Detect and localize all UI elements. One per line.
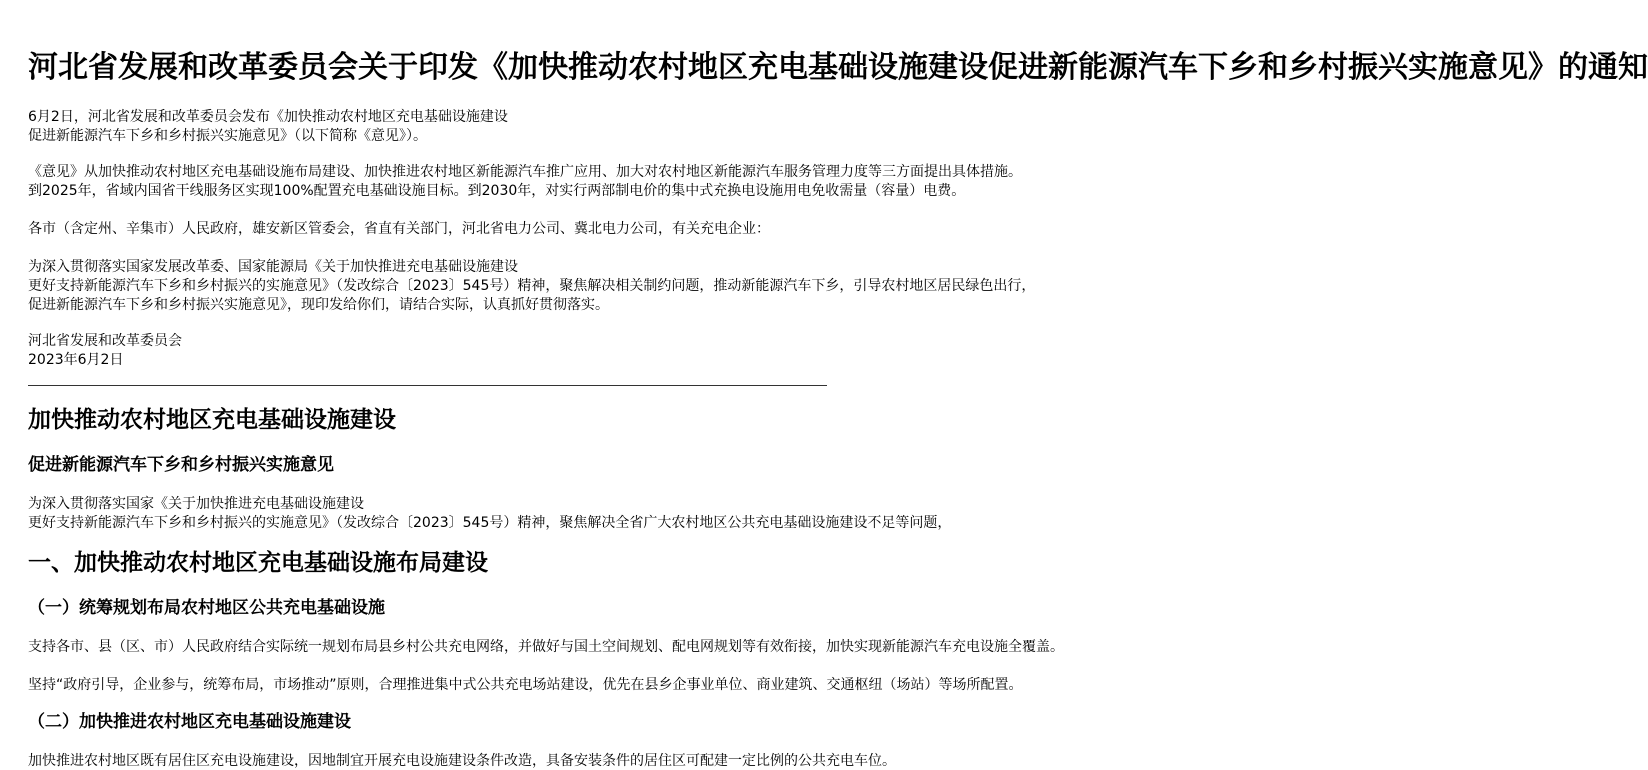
notice-line-3: 促进新能源汽车下乡和乡村振兴实施意见》，现印发给你们，请结合实际，认真抓好贯彻落实。 [28,297,609,313]
intro-line-2: 促进新能源汽车下乡和乡村振兴实施意见》（以下简称《意见》）。 [28,128,427,144]
doc-subtitle: 促进新能源汽车下乡和乡村振兴实施意见 [28,455,334,475]
preamble-line-1: 为深入贯彻落实国家《关于加快推进充电基础设施建设 [28,496,364,512]
section-1-1-para-1: 支持各市、县（区、市）人民政府结合实际统一规划布局县乡村公共充电网络，并做好与国土空间规划、配电网规划等有效衔接，加快实现新能源汽车充电设施全覆盖。 [28,639,1064,655]
doc-title: 加快推动农村地区充电基础设施建设 [28,407,396,433]
page-title: 河北省发展和改革委员会关于印发《加快推动农村地区充电基础设施建设促进新能源汽车下乡和乡村振兴实施意见》的通知 [28,50,1648,85]
notice-line-1: 为深入贯彻落实国家发展改革委、国家能源局《关于加快推进充电基础设施建设 [28,259,518,275]
section-1-1-heading: （一）统筹规划布局农村地区公共充电基础设施 [28,598,385,618]
document-page [28,0,1648,769]
notice-line-2: 更好支持新能源汽车下乡和乡村振兴的实施意见》（发改综合〔2023〕545号）精神，聚焦解决相关制约问题，推动新能源汽车下乡，引导农村地区居民绿色出行， [28,278,1036,294]
addressee: 各市（含定州、辛集市）人民政府，雄安新区管委会，省直有关部门，河北省电力公司、冀北电力公司，有关充电企业： [28,221,770,237]
section-1-heading: 一、加快推动农村地区充电基础设施布局建设 [28,550,488,576]
signature-org: 河北省发展和改革委员会 [28,333,182,349]
signature-date: 2023年6月2日 [28,352,124,368]
preamble-line-2: 更好支持新能源汽车下乡和乡村振兴的实施意见》（发改综合〔2023〕545号）精神，聚焦解决全省广大农村地区公共充电基础设施建设不足等问题， [28,515,952,531]
section-1-2-para-1: 加快推进农村地区既有居住区充电设施建设，因地制宜开展充电设施建设条件改造，具备安装条件的居住区可配建一定比例的公共充电车位。 [28,753,896,769]
section-1-1-para-2: 坚持“政府引导，企业参与，统筹布局，市场推动”原则，合理推进集中式公共充电场站建设，优先在县乡企事业单位、商业建筑、交通枢纽（场站）等场所配置。 [28,677,1023,693]
divider [28,385,827,386]
intro-line-1: 6月2日，河北省发展和改革委员会发布《加快推动农村地区充电基础设施建设 [28,109,508,125]
summary-line-2: 到2025年，省域内国省干线服务区实现100%配置充电基础设施目标。到2030年，对实行两部制电价的集中式充换电设施用电免收需量（容量）电费。 [28,183,966,199]
section-1-2-heading: （二）加快推进农村地区充电基础设施建设 [28,712,351,732]
summary-line-1: 《意见》从加快推动农村地区充电基础设施布局建设、加快推进农村地区新能源汽车推广应用、加大对农村地区新能源汽车服务管理力度等三方面提出具体措施。 [28,164,1022,180]
